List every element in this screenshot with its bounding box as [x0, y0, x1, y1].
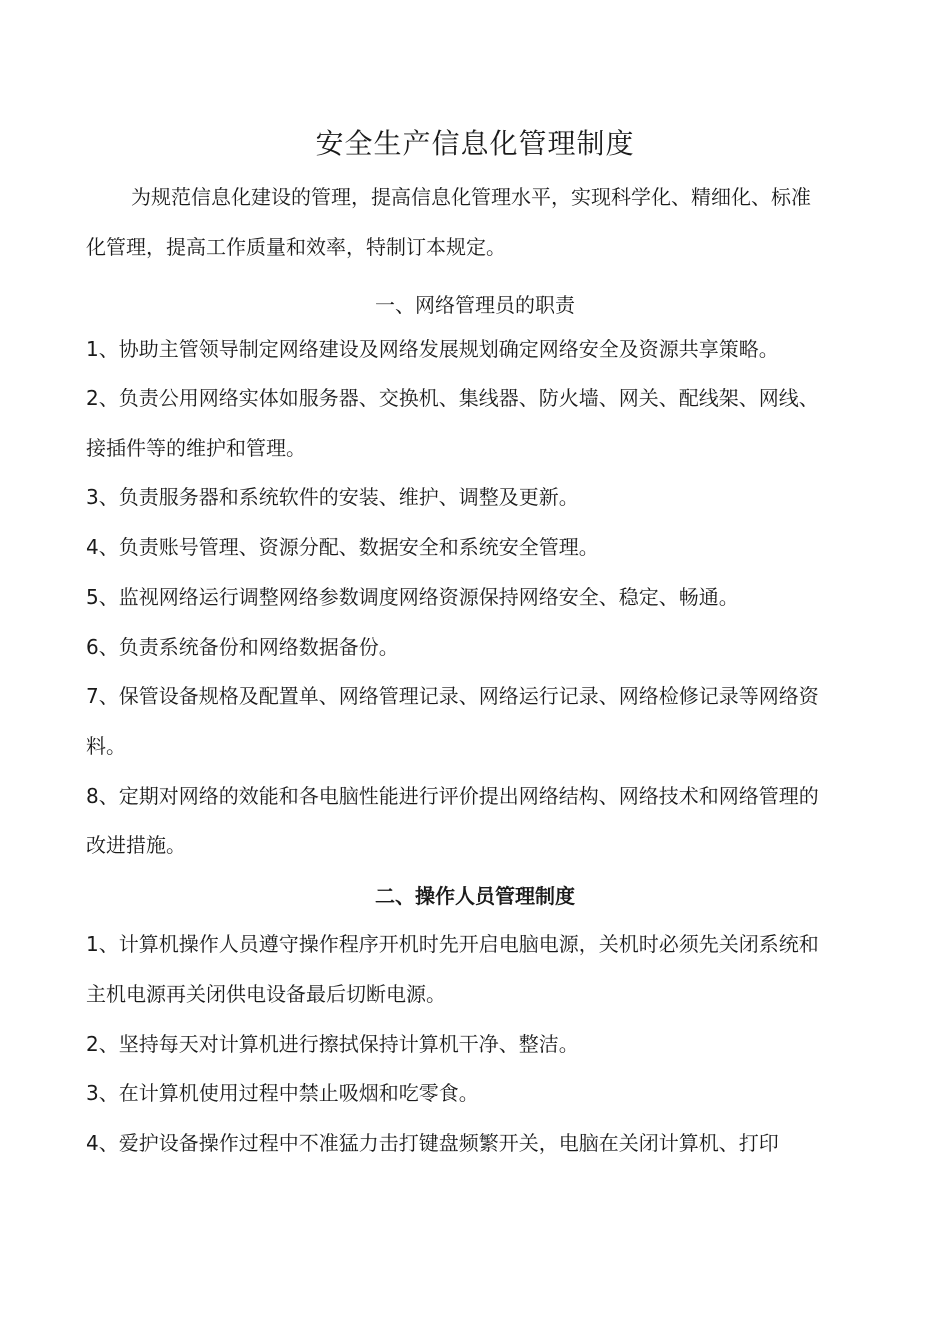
section2-line: 4、爱护设备操作过程中不准猛力击打键盘频繁开关，电脑在关闭计算机、打印	[86, 1131, 779, 1155]
section1-heading: 一、网络管理员的职责	[375, 293, 575, 317]
section1-line: 3、负责服务器和系统软件的安装、维护、调整及更新。	[86, 485, 579, 509]
section1-line: 6、负责系统备份和网络数据备份。	[86, 635, 399, 659]
intro-line: 为规范信息化建设的管理，提高信息化管理水平，实现科学化、精细化、标准	[131, 185, 811, 209]
section2-heading: 二、操作人员管理制度	[375, 884, 575, 908]
section1-line: 4、负责账号管理、资源分配、数据安全和系统安全管理。	[86, 535, 599, 559]
section1-line: 料。	[86, 734, 126, 758]
section2-line: 2、坚持每天对计算机进行擦拭保持计算机干净、整洁。	[86, 1032, 579, 1056]
section1-line: 改进措施。	[86, 833, 186, 857]
section1-line: 2、负责公用网络实体如服务器、交换机、集线器、防火墙、网关、配线架、网线、	[86, 386, 819, 410]
section2-line: 1、计算机操作人员遵守操作程序开机时先开启电脑电源，关机时必须先关闭系统和	[86, 932, 819, 956]
section2-line: 主机电源再关闭供电设备最后切断电源。	[86, 982, 446, 1006]
document-title: 安全生产信息化管理制度	[315, 127, 635, 160]
section1-line: 8、定期对网络的效能和各电脑性能进行评价提出网络结构、网络技术和网络管理的	[86, 784, 819, 808]
section1-line: 接插件等的维护和管理。	[86, 436, 306, 460]
section1-line: 7、保管设备规格及配置单、网络管理记录、网络运行记录、网络检修记录等网络资	[86, 684, 819, 708]
intro-line: 化管理，提高工作质量和效率，特制订本规定。	[86, 235, 506, 259]
section2-line: 3、在计算机使用过程中禁止吸烟和吃零食。	[86, 1081, 479, 1105]
section1-line: 5、监视网络运行调整网络参数调度网络资源保持网络安全、稳定、畅通。	[86, 585, 739, 609]
section1-line: 1、协助主管领导制定网络建设及网络发展规划确定网络安全及资源共享策略。	[86, 337, 779, 361]
